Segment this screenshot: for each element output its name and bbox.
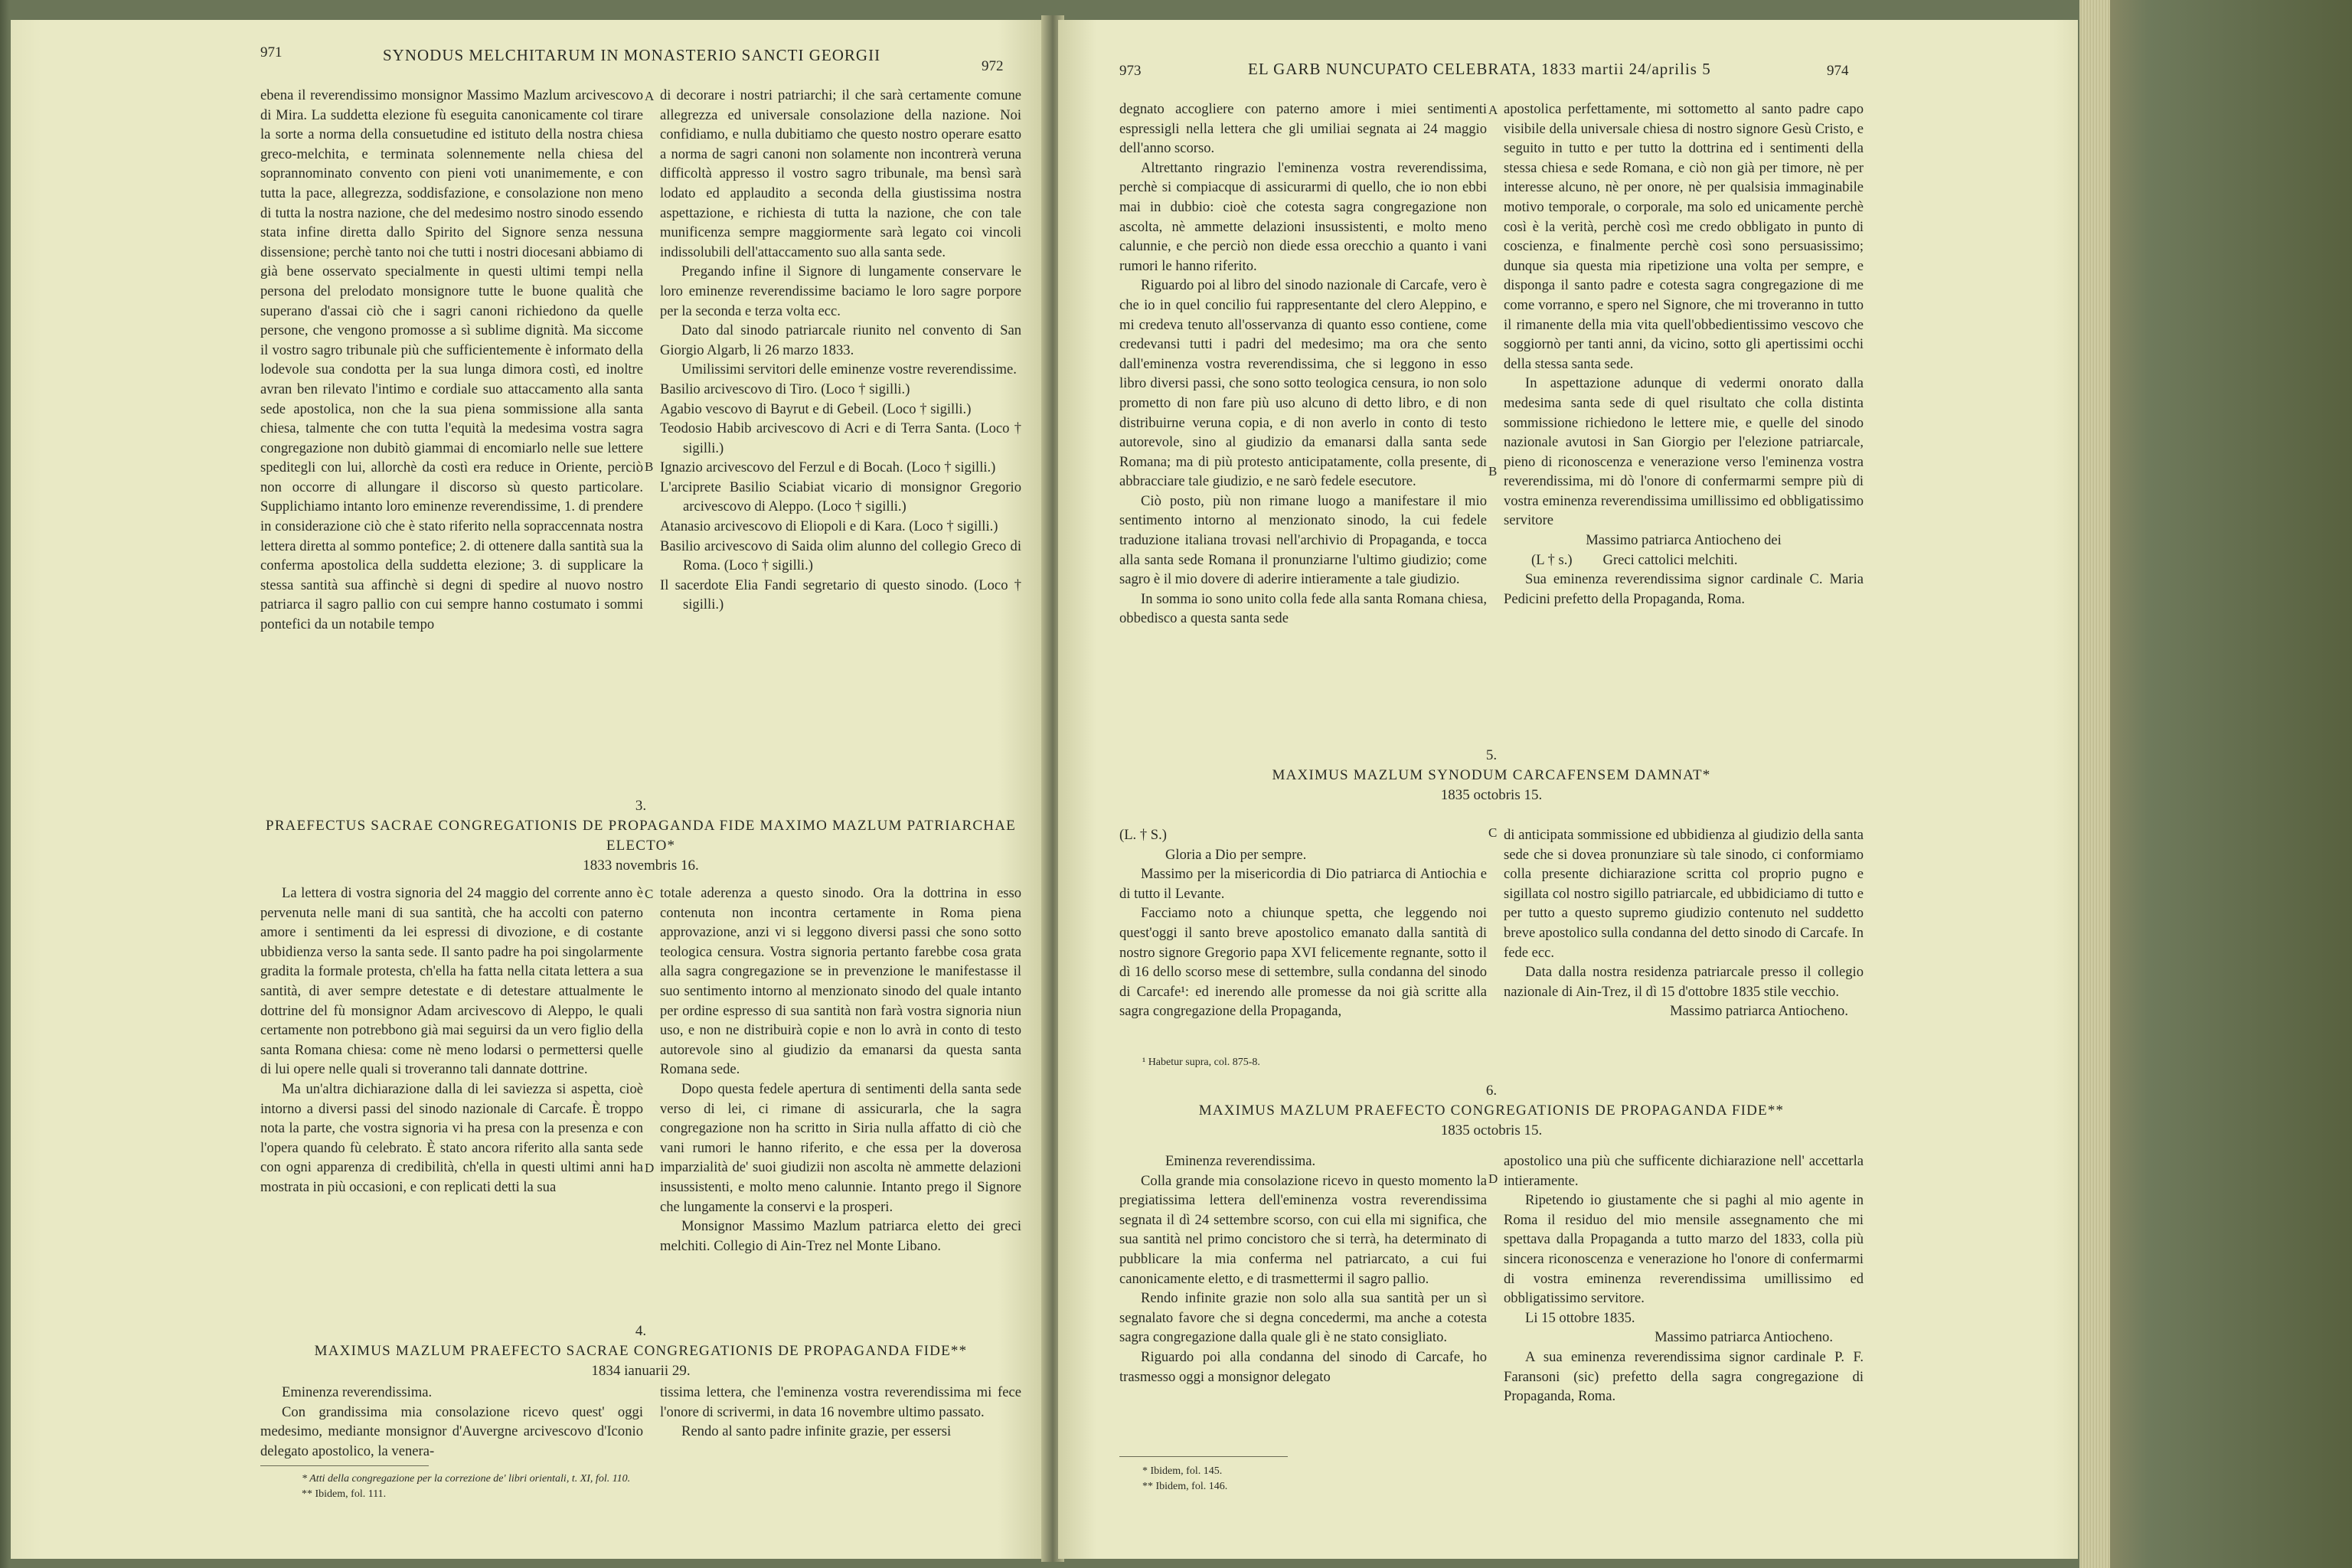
paragraph: Con grandissima mia consolazione ricevo quest' oggi medesimo, mediante monsignor d'Auvergne arcivescovo d'Iconio delegato apostolico, la venera-	[260, 1403, 643, 1459]
paragraph: totale aderenza a questo sinodo. Ora la dottrina in esso contenuta non incontra certamente in Roma piena approvazione, anzi vi si leggono diversi passi che sono sotto teologica censura. Vostra signoria pertanto farebbe cosa grata alla sagra congregazione se in prevenzione le manifestasse il suo sentimento intorno al menzionato sinodo del quale intanto per ordine espresso di sua santità non farà vostra signoria niun uso, e non ne distribuirà copie e non lo avrà in conto di testo autorevole sino al giudizio da emanarsi da questa santa Romana sede.	[660, 885, 1021, 1078]
paragraph: Riguardo poi alla condanna del sinodo di Carcafe, ho trasmesso oggi a monsignor delegato	[1119, 1348, 1487, 1385]
section-date: 1833 novembris 16.	[583, 858, 699, 874]
paragraph: Ciò posto, più non rimane luogo a manifestare il mio sentimento intorno al menzionato sinodo, la cui fedele traduzione italiana trovasi nell'archivio di Propaganda, e tocca alla santa sede Romana il pronunziarne l'ultimo giudizio; come sagro è il mio dovere di aderire intieramente a tale giudizio.	[1119, 492, 1487, 588]
right-page	[1058, 20, 2078, 1559]
book-page-stack	[2079, 0, 2110, 1568]
paragraph: Rendo al santo padre infinite grazie, per essersi	[681, 1423, 952, 1440]
page-number-972: 972	[982, 58, 1004, 74]
section-6-col-b	[1504, 1152, 1864, 1406]
addressee: A sua eminenza reverendissima signor cardinale P. F. Faransoni (sic) prefetto della sagra congregazione di Propaganda, Roma.	[1504, 1348, 1864, 1405]
paragraph: In aspettazione adunque di vedermi onorato dalla medesima santa sede di quel risultato che colla distinta sommissione richiedono le lettere mie, e quelle del sinodo nazionale avutosi in San Giorgio per l'elezione patriarcale, pieno di riconoscenza e venerazione verso l'eminenza vostra reverendissima, mi dò l'onore di confermarmi sempre più di vostra eminenza reverendissima umillissimo ed obbligatissimo servitore	[1504, 375, 1864, 529]
margin-marker-b: B	[645, 459, 654, 474]
paragraph: Umilissimi servitori delle eminenze vostre reverendissime.	[681, 361, 1017, 378]
page-number-971: 971	[260, 44, 283, 60]
margin-marker-a: A	[1488, 103, 1498, 117]
left-footnotes	[302, 1472, 991, 1502]
section-number: 5.	[1485, 747, 1498, 763]
section-4-heading	[260, 1321, 1021, 1381]
section-5-col-b	[1504, 825, 1864, 1021]
section-date: 1835 octobris 15.	[1440, 787, 1543, 803]
section-3-col-a	[260, 884, 643, 1197]
margin-marker-a: A	[645, 89, 655, 103]
page-number-974: 974	[1827, 63, 1849, 79]
signature-line: Greci cattolici melchiti.	[1602, 551, 1738, 568]
book-page-edges	[2079, 0, 2352, 1568]
paragraph: Massimo per la misericordia di Dio patriarca di Antiochia e di tutto il Levante.	[1119, 866, 1487, 902]
section-5-footnote: ¹ Habetur supra, col. 875-8.	[1142, 1057, 1260, 1068]
signature-line: Atanasio arcivescovo di Eliopoli e di Kara. (Loco † sigilli.)	[660, 518, 998, 535]
section-title: MAXIMUS MAZLUM PRAEFECTO SACRAE CONGREGATIONIS DE PROPAGANDA FIDE**	[314, 1343, 968, 1359]
paragraph: Dopo questa fedele apertura di sentimenti della santa sede verso di lei, ci rimane di assicurarla, che la sagra congregazione non ha scritto in Siria nulla affatto di ciò che vani rumori le hanno riferito, e che essa per la doverosa imparzialità de' suoi giudizii non ascolta nè ammette delazioni insussistenti, e molto meno calunnie. Intanto prego il Signore che lungamente la conservi e la prosperi.	[660, 1080, 1021, 1215]
section-date: 1835 octobris 15.	[1440, 1122, 1543, 1138]
signature-line: Basilio arcivescovo di Saida olim alunno del collegio Greco di Roma. (Loco † sigilli.)	[660, 537, 1021, 574]
section-title: MAXIMUS MAZLUM SYNODUM CARCAFENSEM DAMNAT*	[1272, 767, 1711, 783]
footnote-rule	[260, 1465, 429, 1466]
left-col-b	[660, 86, 1021, 615]
seal-mark: (L. † S.)	[1119, 827, 1167, 843]
section-6-heading	[1119, 1081, 1864, 1141]
signature-line: Teodosio Habib arcivescovo di Acri e di Terra Santa. (Loco † sigilli.)	[660, 420, 1021, 456]
footnote: ** Ibidem, fol. 146.	[1142, 1481, 1228, 1492]
signature-line: Basilio arcivescovo di Tiro. (Loco † sigilli.)	[660, 381, 910, 397]
margin-marker-b: B	[1488, 464, 1498, 479]
paragraph: tissima lettera, che l'eminenza vostra reverendissima mi fece l'onore di scrivermi, in data 16 novembre ultimo passato.	[660, 1384, 1021, 1420]
section-3-heading	[260, 796, 1021, 876]
seal-mark: (L † s.)	[1531, 551, 1573, 568]
paragraph: Ma un'altra dichiarazione dalla di lei saviezza si aspetta, cioè intorno a diversi passi del sinodo nazionale di Carcafe. È troppo nota la parte, che vostra signoria vi ha presa con la presenza e con l'opera quando fù celebrato. È stato ancora riferito alla santa sede con ogni apparenza di credibilità, ch'ella in questi ultimi anni ha mostrata in più occasioni, e con replicati detti la sua	[260, 1080, 643, 1195]
signature-line: L'arciprete Basilio Sciabiat vicario di monsignor Gregorio arcivescovo di Aleppo. (Loco † sigilli.)	[660, 479, 1021, 515]
section-number: 6.	[1485, 1083, 1498, 1099]
right-col-a	[1119, 100, 1487, 629]
paragraph: In somma io sono unito colla fede alla santa Romana chiesa, obbedisco a questa santa sede	[1119, 590, 1487, 627]
paragraph: Rendo infinite grazie non solo alla sua santità per un sì segnalato favore che si degna concedermi, ma anche a cotesta sagra congregazione dalla quale gli è ne stato consigliato.	[1119, 1290, 1487, 1346]
signature-line: Massimo patriarca Antiocheno dei	[1586, 532, 1782, 549]
paragraph: Li 15 ottobre 1835.	[1525, 1309, 1635, 1326]
paragraph: La lettera di vostra signoria del 24 maggio del corrente anno è pervenuta nelle mani di sua santità, che ha accolti con paterno amore i sentimenti da lei espressi di divozione, e di costante ubbidienza verso la santa sede. Il santo padre ha poi singolarmente gradita la formale protesta, ch'ella ha fatta nella citata lettera a sua santità, di aver sempre detestate e di detestare attualmente le dottrine del fù monsignor Adam arcivescovo di Aleppo, le quali certamente non potrebbono già mai seguirsi da un vero figlio della santa Romana chiesa: come nè meno lodarsi o permettersi quelle di lui opere nelle quali si troveranno tali dannate dottrine.	[260, 885, 643, 1078]
paragraph: Data dalla nostra residenza patriarcale presso il collegio nazionale di Ain-Trez, il dì 15 d'ottobre 1835 stile vecchio.	[1504, 964, 1864, 1000]
margin-marker-d: D	[645, 1161, 655, 1175]
footnote: * Ibidem, fol. 145.	[1142, 1465, 1223, 1477]
running-head-right: EL GARB NUNCUPATO CELEBRATA, 1833 martii 24/aprilis 5	[1248, 60, 1711, 78]
addressee: Sua eminenza reverendissima signor cardinale C. Maria Pedicini prefetto della Propaganda, Roma.	[1504, 571, 1864, 607]
paragraph: Facciamo noto a chiunque spetta, che leggendo noi quest'oggi il santo breve apostolico emanato dalla santità di nostro signore Gregorio papa XVI felicemente regnante, sotto il dì 16 dello scorso mese di settembre, sulla condanna del sinodo di Carcafe¹: ed inerendo alle promesse da noi già scritte alla sagra congregazione della Propaganda,	[1119, 905, 1487, 1020]
left-page	[11, 20, 1044, 1559]
footnote: ** Ibidem, fol. 111.	[302, 1488, 387, 1500]
paragraph: di anticipata sommissione ed ubbidienza al giudizio della santa sede che si dovea pronunziare sù tale sinodo, ci conformiamo colla presente dichiarazione scritta col proprio pugno e sigillata col nostro sigillo patriarcale, ed ubbidiciamo di tutto e per tutto a questo supremo giudizio contenuto nel suddetto breve apostolico sulla condanna del detto sinodo di Carcafe. In fede ecc.	[1504, 827, 1864, 961]
paragraph: Gloria a Dio per sempre.	[1165, 846, 1307, 863]
paragraph: Monsignor Massimo Mazlum patriarca eletto dei greci melchiti. Collegio di Ain-Trez nel Monte Libano.	[660, 1218, 1021, 1254]
paragraph: Altrettanto ringrazio l'eminenza vostra reverendissima, perchè si compiacque di assicurarmi di quello, che io non ebbi mai in dubbio: cioè che cotesta sagra congregazione non ascolta, nè ammette delazioni insussistenti, e molto meno calunnie, e che perciò non diede essa orecchio a quanto i vani rumori le hanno riferito.	[1119, 159, 1487, 274]
section-date: 1834 ianuarii 29.	[591, 1363, 691, 1379]
right-footnotes	[1142, 1464, 1602, 1494]
paragraph: ebena il reverendissimo monsignor Massimo Mazlum arcivescovo di Mira. La suddetta elezione fù eseguita canonicamente col tirare la sorte a norma della consuetudine ed istituto della nostra chiesa greco-melchita, e terminata solennemente nella chiesa del soprannominato convento con pieni voti unanimemente, e con tutta la pace, allegrezza, soddisfazione, e consolazione non meno di tutta la nostra nazione, che del medesimo nostro sinodo essendo stata infine diretta dallo Spirito del Signore senza nessuna dissensione; perchè tanto noi che tutti i nostri diocesani abbiamo di già bene osservato specialmente in questi ultimi tempi nella persona del prelodato monsignore tutte le buone qualità che superano d'assai ciò che i sagri canoni richiedono da quelle persone, che vengono promosse a sì sublime dignità. Ma siccome il vostro sagro tribunale più che sufficientemente è informato della lodevole sua condotta per la sua lunga dimora costì, ed inoltre avran ben rilevato l'intimo e cordiale suo attaccamento alla santa sede apostolica, non che la sua piena sommissione alla santa chiesa, talmente che con tutta l'equità la medesima vostra sagra congregazione non dubitò giammai di encomiarlo nelle sue lettere speditegli con lui, allorchè da costì era reduce in Oriente, perciò non occorre di allungare il discorso sù questo particolare. Supplichiamo intanto loro eminenze reverendissime, 1. di prendere in considerazione ciò che è stato riferito nella sopraccennata nostra lettera diretta al sommo pontefice; 2. di ottenere dalla santità sua la conferma apostolica della suddetta elezione; 3. di supplicare la stessa santità sua affinchè si degni di spedire al nuovo nostro patriarca il sagro pallio con cui sempre hanno costumato i sommi pontefici da un notabile tempo	[260, 87, 643, 633]
section-5-col-a	[1119, 825, 1487, 1021]
paragraph: degnato accogliere con paterno amore i miei sentimenti espressigli nella lettera che gli umiliai segnata ai 24 maggio dell'anno scorso.	[1119, 101, 1487, 157]
left-col-a	[260, 86, 643, 635]
section-4-col-a	[260, 1383, 643, 1461]
paragraph: apostolica perfettamente, mi sottometto al santo padre capo visibile della universale chiesa di nostro signore Gesù Cristo, e seguito in tutto e per tutto la dottrina ed i sentimenti della stessa chiesa e sede Romana, e ciò non già per timore, nè per interesse alcuno, nè per onore, nè per qualsisia immaginabile motivo temporale, o corporale, ma solo ed unicamente perchè così è la verità, perchè così me credo obbligato in punto di coscienza, e finalmente perchè così sono persuasissimo; dunque sia questa mia ripetizione una volta per sempre, e disponga il santo padre e cotesta sagra congregazione di me come vorranno, e spero nel Signore, che mi troveranno in tutto il rimanente della mia vita quell'obbedientissimo vescovo che soggiornò per tanti anni, da vicino, sotto gli apertissimi occhi della stessa santa sede.	[1504, 101, 1864, 372]
paragraph: Pregando infine il Signore di lungamente conservare le loro eminenze reverendissime baciamo le loro sagre porpore per la seconda e terza volta ecc.	[660, 263, 1021, 319]
signature-line: Ignazio arcivescovo del Ferzul e di Bocah. (Loco † sigilli.)	[660, 459, 996, 476]
section-5-heading	[1119, 746, 1864, 805]
signature-line: Massimo patriarca Antiocheno.	[1670, 1003, 1848, 1020]
footnote: * Atti della congregazione per la correzione de' libri orientali, t. XI, fol. 110.	[302, 1473, 631, 1485]
margin-marker-c: C	[645, 887, 654, 901]
margin-marker-d: D	[1488, 1171, 1498, 1186]
page-number-973: 973	[1119, 63, 1142, 79]
signature-line: Agabio vescovo di Bayrut e di Gebeil. (Loco † sigilli.)	[660, 400, 972, 417]
section-number: 4.	[635, 1323, 647, 1339]
section-4-col-b	[660, 1383, 1021, 1442]
signature-line: Massimo patriarca Antiocheno.	[1655, 1329, 1833, 1346]
paragraph: apostolico una più che sufficente dichiarazione nell' accettarla intieramente.	[1504, 1153, 1864, 1189]
paragraph: Colla grande mia consolazione ricevo in questo momento la pregiatissima lettera dell'eminenza vostra reverendissima segnata il dì 24 settembre scorso, con cui ella mi significa, che sua santità nel primo concistoro che si terrà, ha determinato di pubblicare la mia conferma nel patriarcato, a cui fui canonicamente eletto, e di trasmettermi il sagro pallio.	[1119, 1172, 1487, 1287]
margin-marker-c: C	[1488, 825, 1498, 840]
signature-seal-line	[1504, 550, 1864, 570]
signature-line: Il sacerdote Elia Fandi segretario di questo sinodo. (Loco † sigilli.)	[660, 577, 1021, 613]
section-title: PRAEFECTUS SACRAE CONGREGATIONIS DE PROPAGANDA FIDE MAXIMO MAZLUM PATRIARCHAE ELECTO*	[266, 818, 1016, 854]
paragraph: Dato dal sinodo patriarcale riunito nel convento di San Giorgio Algarb, li 26 marzo 1833.	[660, 322, 1021, 358]
paragraph: di decorare i nostri patriarchi; il che sarà certamente comune allegrezza ed universale consolazione della nazione. Noi confidiamo, e nulla dubitiamo che questo nostro operare esatto a norma de sagri canoni non solamente non incontrerà veruna difficoltà appresso il vostro sagro tribunale, ma bensì sarà lodato ed applaudito a seconda della giustissima nostra aspettazione, e richiesta di tutta la nazione, che con tale munificenza sempre maggiormente sarà legato coi vincoli indissolubili dell'attaccamento suo alla santa sede.	[660, 87, 1021, 260]
running-head-left: SYNODUS MELCHITARUM IN MONASTERIO SANCTI GEORGII	[383, 46, 881, 64]
paragraph: Riguardo poi al libro del sinodo nazionale di Carcafe, vero è che io in quel concilio fui rappresentante del clero Aleppino, e mi credeva tenuto all'osservanza di quanto esso contiene, come credevansi tutti i padri del medesimo; ma ora che sento dall'eminenza vostra reverendissima, che si leggono in esso libro diversi passi, che sono sotto teologica censura, io non solo prometto di non fare più uso alcuno di detto libro, e di non distribuirne veruna copia, e di non averlo in conto di testo autorevole, sino al giudizio da emanarsi dalla santa sede Romana; ma di più protesto anticipatamente, colla presente, di abbracciare tale giudizio, e ne sarò fedele esecutore.	[1119, 277, 1487, 490]
section-title: MAXIMUS MAZLUM PRAEFECTO CONGREGATIONIS DE PROPAGANDA FIDE**	[1198, 1102, 1785, 1119]
footnote-rule	[1119, 1456, 1288, 1457]
paragraph: Eminenza reverendissima.	[1165, 1153, 1316, 1169]
section-number: 3.	[635, 798, 647, 814]
paragraph: Eminenza reverendissima.	[282, 1384, 433, 1400]
section-6-col-a	[1119, 1152, 1487, 1387]
right-col-b	[1504, 100, 1864, 609]
paragraph: Ripetendo io giustamente che si paghi al mio agente in Roma il residuo del mio mensile assegnamento che mi spettava dalla Propaganda a tutto marzo del 1833, colla più sincera riconoscenza e venerazione ho l'onore di confermarmi di vostra eminenza reverendissima umillissimo ed obbligatissimo servitore.	[1504, 1192, 1864, 1307]
section-3-col-b	[660, 884, 1021, 1256]
